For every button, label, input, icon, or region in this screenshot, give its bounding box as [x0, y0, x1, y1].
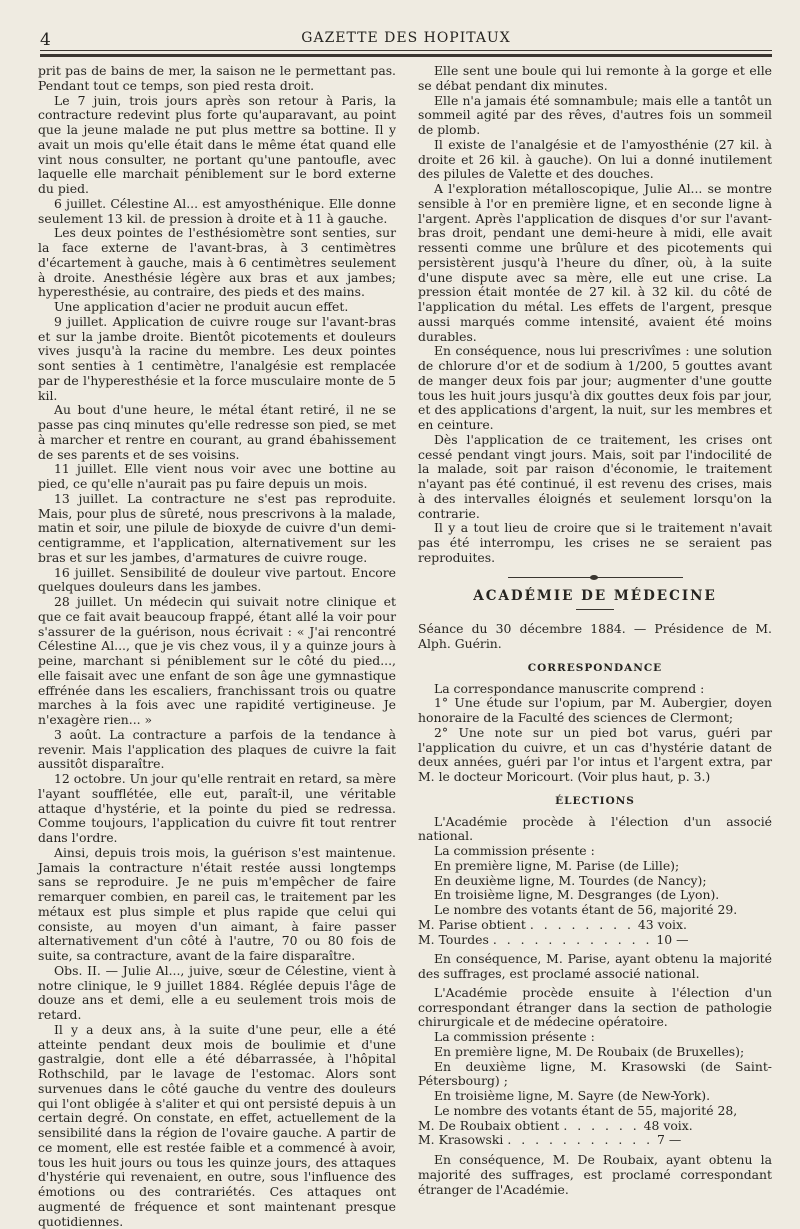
paragraph: 12 octobre. Un jour qu'elle rentrait en retard, sa mère l'ayant soufflétée, elle eut, paraît-il, une véritable attaque d'hystérie, et la pointe du pied se redressa. Comme toujours, l'application du cuivre fit tout rentrer dans l'ordre.	[38, 771, 396, 845]
paragraph: En conséquence, nous lui prescrivîmes : une solution de chlorure d'or et de sodium à 1/200, 5 gouttes avant de manger deux fois par jour; augmenter d'une goutte tous les huit jours jusqu'à dix gouttes deux fois par jour, et des applications d'argent, la nuit, sur les membres et en ceinture.	[418, 343, 772, 432]
candidate-name: M. Krasowski	[418, 1132, 504, 1148]
academy-section-title: ACADÉMIE DE MÉDECINE	[473, 587, 717, 604]
paragraph: En troisième ligne, M. Sayre (de New-York).	[434, 1088, 711, 1103]
paragraph: Le nombre des votants étant de 56, majorité 29.	[434, 902, 738, 917]
paragraph: En conséquence, M. Parise, ayant obtenu la majorité des suffrages, est proclamé associé national.	[418, 951, 772, 981]
vote-line	[418, 918, 772, 933]
paragraph: La correspondance manuscrite comprend :	[434, 680, 705, 696]
paragraph: 28 juillet. Un médecin qui suivait notre clinique et que ce fait avait beaucoup frappé, étant allé la voir pour s'assurer de la guérison, nous écrivait : « J'ai rencontré Célestine Al..., que je vis chez vous, il y a quinze jours à peine, marchant si péniblement sur le côté du pied..., elle faisait avec une enfant de son âge une gymnastique effrénée dans les escaliers, franchissant trois ou quatre marches à la fois avec une rapidité vertigineuse. Je n'exagère rien... »	[38, 594, 396, 727]
paragraph: Le nombre des votants étant de 55, majorité 28,	[434, 1102, 738, 1118]
session-line: Séance du 30 décembre 1884. — Présidence de M. Alph. Guérin.	[418, 621, 772, 651]
vote-count: 43 voix.	[637, 916, 687, 932]
paragraph: 16 juillet. Sensibilité de douleur vive partout. Encore quelques douleurs dans les jambes.	[38, 564, 396, 595]
paragraph: La commission présente :	[434, 843, 595, 858]
paragraph: L'Académie procède ensuite à l'élection d'un correspondant étranger dans la section de pathologie chirurgicale et de médecine opératoire.	[418, 984, 772, 1030]
header-rule-thick	[40, 54, 772, 57]
elections-heading: ÉLECTIONS	[555, 794, 635, 807]
paragraph: En première ligne, M. De Roubaix (de Bruxelles);	[434, 1043, 745, 1059]
vote-line	[418, 1133, 772, 1148]
correspondance-heading: CORRESPONDANCE	[527, 661, 663, 674]
paragraph: Ainsi, depuis trois mois, la guérison s'est maintenue. Jamais la contracture n'était restée aussi longtemps sans se reproduire. Je ne puis m'empêcher de faire remarquer combien, en pareil cas, le traitement par les métaux est plus simple et plus rapide que celui qui consiste, au moyen d'un aimant, à faire passer alternativement d'un côté à l'autre, 70 ou 80 fois de suite, sa contracture, avant de la faire disparaître.	[38, 844, 396, 963]
paragraph: Obs. II. — Julie Al..., juive, sœur de Célestine, vient à notre clinique, le 9 juillet 1884. Réglée depuis l'âge de douze ans et demi, elle a eu seulement trois mois de retard.	[38, 962, 396, 1022]
section-separator	[508, 575, 683, 581]
vote-line	[418, 933, 772, 948]
vote-count: 10 —	[656, 931, 689, 947]
title-underline	[576, 609, 614, 610]
paragraph: prit pas de bains de mer, la saison ne le permettant pas. Pendant tout ce temps, son pied resta droit.	[38, 63, 396, 93]
candidate-name: M. De Roubaix obtient	[418, 1117, 560, 1133]
paragraph: 9 juillet. Application de cuivre rouge sur l'avant-bras et sur la jambe droite. Bientôt picotements et douleurs vives jusqu'à la racine du membre. Les deux pointes sont senties à 1 centimètre, l'analgésie est remplacée par de l'hyperesthésie et la force musculaire monte de 5 kil.	[38, 313, 396, 403]
paragraph: Il y a tout lieu de croire que si le traitement n'avait pas été interrompu, les crises ne se seraient pas reproduites.	[418, 520, 772, 565]
paragraph: 13 juillet. La contracture ne s'est pas reproduite. Mais, pour plus de sûreté, nous prescrivons à la malade, matin et soir, une pilule de bioxyde de cuivre d'un demi-centigramme, et l'application, alternativement sur les bras et sur les jambes, d'armatures de cuivre rouge.	[38, 490, 396, 565]
paragraph: Une application d'acier ne produit aucun effet.	[54, 299, 349, 314]
vote-count: 7 —	[657, 1132, 682, 1148]
left-column	[38, 64, 396, 1229]
dot-leader: . . . . . . . . . . . .	[492, 931, 653, 947]
candidate-name: M. Tourdes	[418, 931, 489, 947]
right-column	[418, 64, 772, 1197]
dot-leader: . . . . . .	[563, 1117, 640, 1133]
paragraph: En première ligne, M. Parise (de Lille);	[434, 857, 680, 873]
vote-line	[418, 1119, 772, 1134]
paragraph: En conséquence, M. De Roubaix, ayant obtenu la majorité des suffrages, est proclamé correspondant étranger de l'Académie.	[418, 1152, 772, 1197]
vote-count: 48 voix.	[643, 1117, 693, 1133]
paragraph: Il y a deux ans, à la suite d'une peur, elle a été atteinte pendant deux mois de boulimie et d'une gastralgie, dont elle a été débarrassée, à l'hôpital Rothschild, par le lavage de l'estomac. Alors sont survenues dans le côté gauche du ventre des douleurs qui l'ont obligée à s'aliter et qui ont persisté depuis à un certain degré. On constate, en effet, actuellement de la sensibilité dans la région de l'ovaire gauche. A partir de ce moment, elle est restée faible et a commencé à avoir, tous les huit jours ou tous les quinze jours, des attaques d'hystérie qui revenaient, en outre, sous l'influence des émotions ou des contrariétés. Ces attaques ont augmenté de fréquence et sont maintenant presque quotidiennes.	[38, 1021, 396, 1229]
paragraph: 11 juillet. Elle vient nous voir avec une bottine au pied, ce qu'elle n'aurait pas pu faire depuis un mois.	[38, 461, 396, 491]
separator-ornament	[590, 575, 598, 580]
journal-title: GAZETTE DES HOPITAUX	[301, 30, 511, 46]
paragraph: Le 7 juin, trois jours après son retour à Paris, la contracture redevint plus forte qu'auparavant, au point que la jeune malade ne put plus mettre sa bottine. Il y avait un mois qu'elle était dans le même état quand elle vint nous consulter, ne portant qu'une pantoufle, avec laquelle elle marchait péniblement sur le bord externe du pied.	[38, 92, 396, 196]
paragraph: 3 août. La contracture a parfois de la tendance à revenir. Mais l'application des plaques de cuivre la fait aussitôt disparaître.	[38, 726, 396, 772]
paragraph: Elle sent une boule qui lui remonte à la gorge et elle se débat pendant dix minutes.	[418, 63, 772, 93]
candidate-name: M. Parise obtient	[418, 916, 526, 932]
paragraph: 1° Une étude sur l'opium, par M. Aubergier, doyen honoraire de la Faculté des sciences de Clermont;	[418, 695, 772, 725]
paragraph: 2° Une note sur un pied bot varus, guéri par l'application du cuivre, et un cas d'hystérie datant de deux années, guéri par l'or intus et l'argent extra, par M. le docteur Moricourt. (Voir plus haut, p. 3.)	[418, 724, 772, 784]
paragraph: Elle n'a jamais été somnambule; mais elle a tantôt un sommeil agité par des rêves, d'autres fois un sommeil de plomb.	[418, 92, 772, 137]
paragraph: En deuxième ligne, M. Tourdes (de Nancy);	[434, 872, 707, 888]
paragraph: Au bout d'une heure, le métal étant retiré, il ne se passe pas cinq minutes qu'elle redresse son pied, se met à marcher et rentre en courant, au grand ébahissement de ses parents et de ses voisins.	[38, 402, 396, 462]
dot-leader: . . . . . . . . . . .	[507, 1132, 654, 1148]
paragraph: Il existe de l'analgésie et de l'amyosthénie (27 kil. à droite et 26 kil. à gauche). On lui a donné inutilement des pilules de Valette et des douches.	[418, 136, 772, 182]
paragraph: A l'exploration métalloscopique, Julie Al... se montre sensible à l'or en première ligne, et en seconde ligne à l'argent. Après l'application de disques d'or sur l'avant-bras droit, pendant une demi-heure à midi, elle avait ressenti comme une brûlure et des picotements qui persistèrent jusqu'à l'heure du dîner, où, à la suite d'une dispute avec sa mère, elle eut une crise. La pression était montée de 27 kil. à 32 kil. du côté de l'application du métal. Les effets de l'argent, presque aussi marqués comme intensité, avaient été moins durables.	[418, 181, 772, 344]
paragraph: En troisième ligne, M. Desgranges (de Lyon).	[434, 887, 720, 903]
paragraph: 6 juillet. Célestine Al... est amyosthénique. Elle donne seulement 13 kil. de pression à droite et à 11 à gauche.	[38, 195, 396, 226]
paragraph: En deuxième ligne, M. Krasowski (de Saint-Pétersbourg) ;	[418, 1058, 772, 1089]
page-header	[40, 30, 772, 50]
paragraph: La commission présente :	[434, 1029, 595, 1044]
paragraph: L'Académie procède à l'élection d'un associé national.	[418, 813, 772, 844]
paragraph: Dès l'application de ce traitement, les crises ont cessé pendant vingt jours. Mais, soit par l'indocilité de la malade, soit par raison d'économie, le traitement n'ayant pas été continué, il est revenu des crises, mais à des intervalles éloignés et seulement lorsqu'on la contrarie.	[418, 431, 772, 521]
header-rule-thin	[40, 50, 772, 51]
dot-leader: . . . . . . . .	[529, 916, 634, 932]
page-number: 4	[40, 30, 51, 50]
paragraph: Les deux pointes de l'esthésiomètre sont senties, sur la face externe de l'avant-bras, à 3 centimètres d'écartement à gauche, mais à 6 centimètres seulement à droite. Anesthésie légère aux bras et aux jambes; hyperesthésie, au contraire, des pieds et des mains.	[38, 225, 396, 300]
